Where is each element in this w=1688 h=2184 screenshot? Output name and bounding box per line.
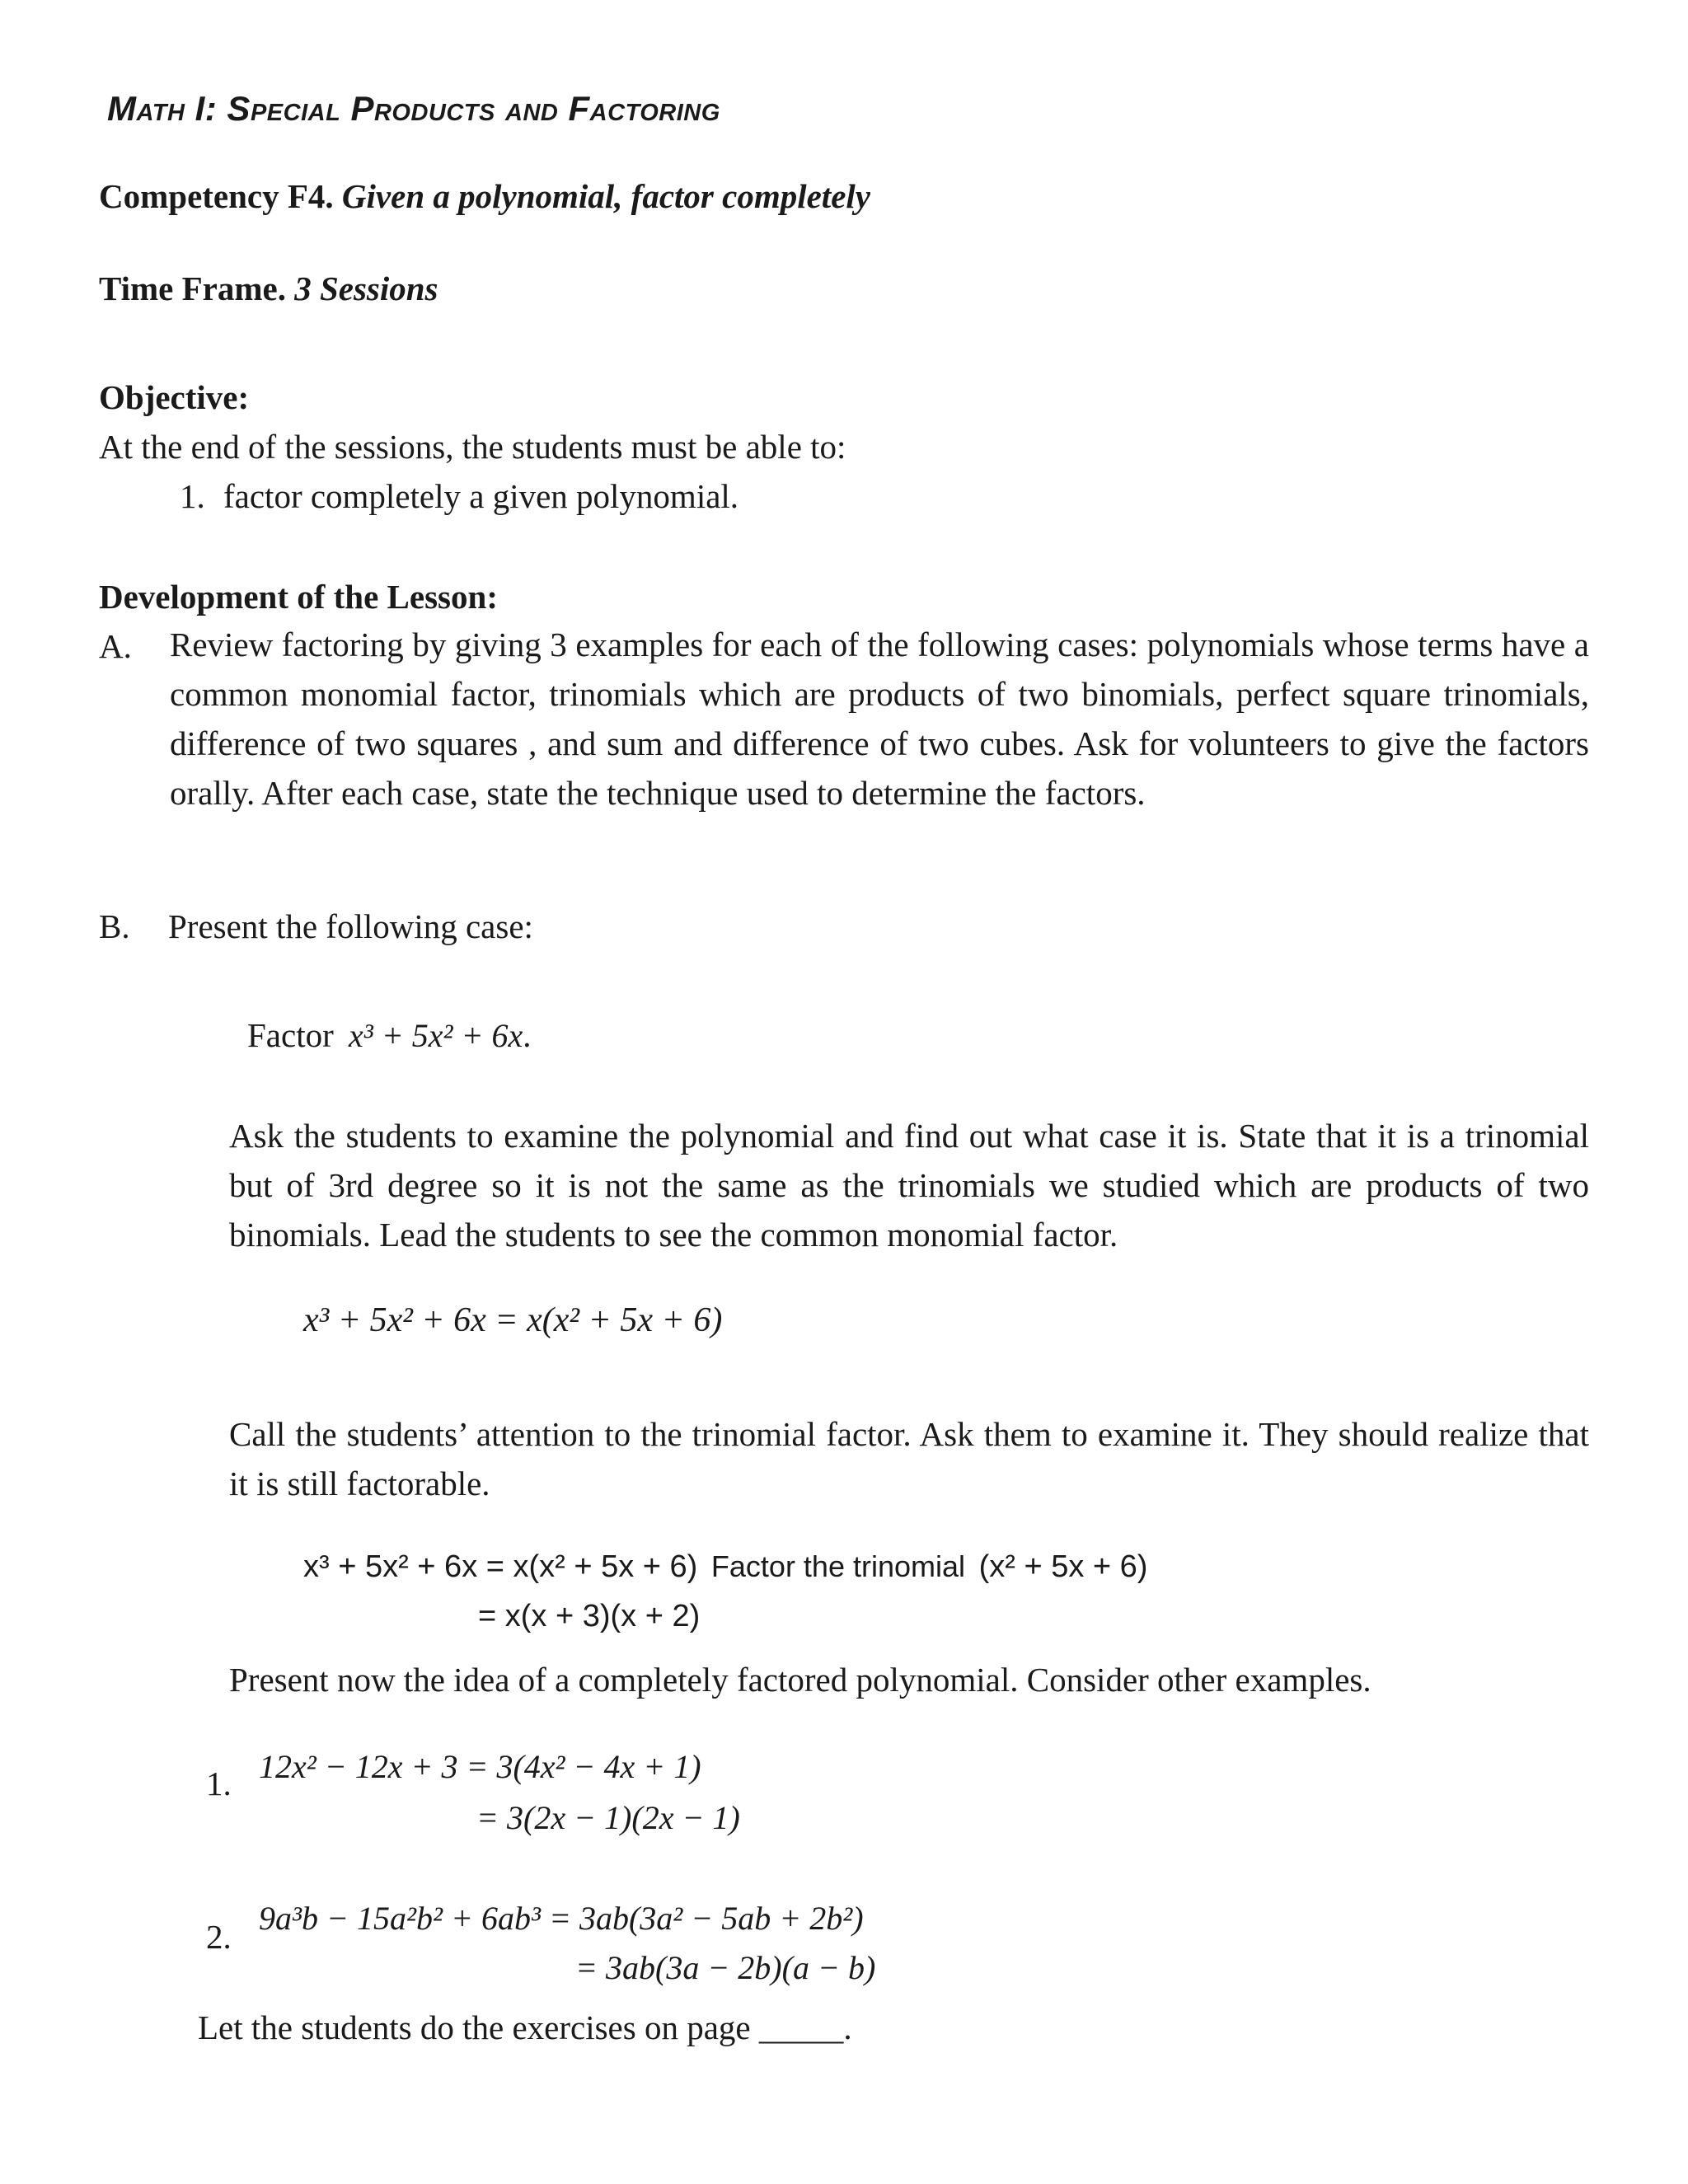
equation-step-1-note: Factor the trinomial: [710, 1549, 966, 1583]
competency-text: Given a polynomial, factor completely: [341, 177, 870, 215]
example-2-number: 2.: [206, 1918, 232, 1956]
factor-prompt: [247, 1015, 531, 1056]
paragraph-complete: Present now the idea of a completely factored polynomial. Consider other examples.: [229, 1661, 1372, 1699]
objective-item-number: 1.: [180, 477, 205, 515]
time-frame-text: 3 Sessions: [294, 269, 438, 307]
paragraph-examine: Ask the students to examine the polynomial and find out what case it is. State that it is a trinomial but of 3rd degree so it is not the same as the trinomials we studied which are products of two binomials. Lead the students to see the common monomial factor.: [229, 1117, 1589, 1254]
example-1-number: 1.: [206, 1765, 232, 1802]
section-b-intro: Present the following case:: [168, 907, 533, 945]
competency-label: Competency F4.: [99, 177, 334, 215]
competency-line: [99, 176, 870, 217]
section-a-text: Review factoring by giving 3 examples for each of the following cases: polynomials whose terms have a common monomial factor, trinomials which are products of two binomials, perfect square trinomials, difference of two squares , and sum and difference of two cubes. Ask for volunteers to give the factors orally. After each case, state the technique used to determine the factors.: [170, 626, 1589, 812]
section-b-marker: B.: [99, 907, 130, 945]
example-1-line-2: = 3(2x − 1)(2x − 1): [476, 1799, 740, 1836]
closing-instruction: Let the students do the exercises on page _____.: [198, 2008, 852, 2046]
equation-step-1-expr: x³ + 5x² + 6x = x(x² + 5x + 6): [303, 1549, 698, 1584]
equation-step-1: [303, 1549, 1147, 1585]
equation-step-2: = x(x + 3)(x + 2): [478, 1599, 701, 1633]
development-heading: Development of the Lesson:: [99, 578, 498, 616]
example-2-line-2: = 3ab(3a − 2b)(a − b): [575, 1949, 876, 1986]
time-frame-line: [99, 269, 438, 309]
objective-heading: Objective:: [99, 378, 250, 416]
page-title: Math I: Special Products and Factoring: [107, 89, 720, 128]
example-2-line-1: 9a³b − 15a²b² + 6ab³ = 3ab(3a² − 5ab + 2b²): [259, 1900, 864, 1937]
example-1-line-1: 12x² − 12x + 3 = 3(4x² − 4x + 1): [259, 1748, 701, 1785]
objective-intro: At the end of the sessions, the students must be able to:: [99, 428, 846, 466]
equation-common-factor: x³ + 5x² + 6x = x(x² + 5x + 6): [303, 1301, 723, 1339]
objective-item: [180, 476, 738, 517]
time-frame-label: Time Frame.: [99, 269, 286, 307]
section-a-marker: A.: [99, 627, 132, 665]
equation-step-1-note-expr: (x² + 5x + 6): [978, 1549, 1148, 1584]
factor-expression: x³ + 5x² + 6x: [349, 1017, 523, 1054]
factor-period: .: [523, 1016, 532, 1054]
factor-prompt-label: Factor: [247, 1016, 334, 1054]
objective-item-text: factor completely a given polynomial.: [223, 477, 739, 515]
paragraph-trinomial: Call the students’ attention to the trinomial factor. Ask them to examine it. They should realize that it is still factorable.: [229, 1415, 1589, 1502]
